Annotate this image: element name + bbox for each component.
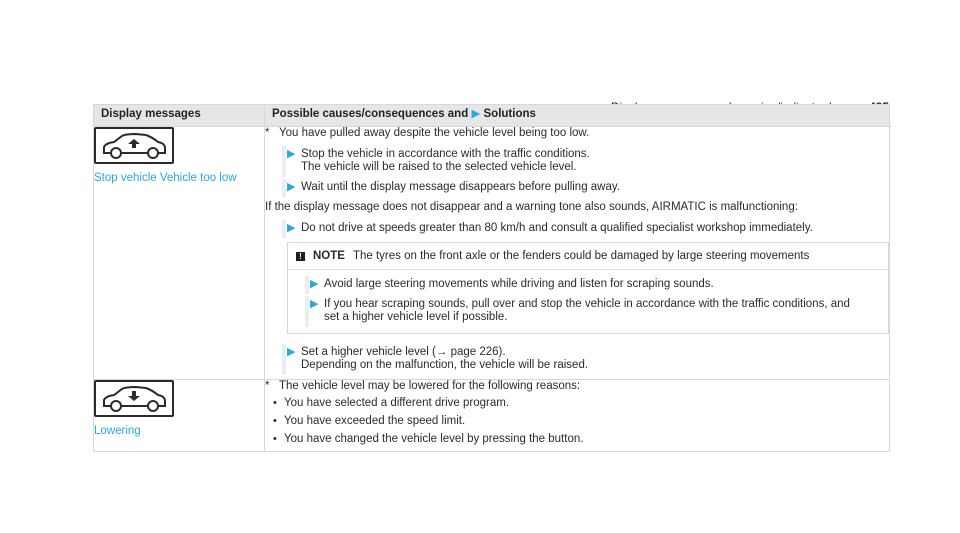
- causes-cell: [265, 127, 890, 380]
- note-box: [287, 242, 889, 334]
- display-cell: [94, 127, 265, 380]
- note-step: ▶ Avoid large steering movements while driving and listen for scraping sounds.: [310, 278, 714, 290]
- note-text: The tyres on the front axle or the fenders could be damaged by large steering movements: [352, 250, 810, 262]
- arrow-icon: ▶: [471, 108, 481, 120]
- causes-label: Possible causes/consequences and: [272, 108, 469, 120]
- note-step: ▶ If you hear scraping sounds, pull over and stop the vehicle in accordance with the traffic conditions, and set a higher vehicle level if possible.: [310, 298, 850, 323]
- arrow-icon: ▶: [310, 298, 324, 324]
- arrow-icon: ▶: [287, 181, 301, 194]
- reason-list: [265, 397, 889, 446]
- vehicle-raise-icon: [94, 127, 174, 164]
- solution-step: ▶ Stop the vehicle in accordance with the traffic conditions. The vehicle will be raised to the selected vehicle level.: [287, 148, 590, 173]
- table-row: [94, 380, 890, 452]
- message-name: Stop vehicle Vehicle too low: [94, 172, 237, 184]
- note-header: [288, 243, 888, 270]
- page-reference[interactable]: Set a higher vehicle level (→ page 226).: [301, 346, 506, 358]
- condition-text: If the display message does not disappear and a warning tone also sounds, AIRMATIC is malfunctioning:: [265, 201, 798, 213]
- table-header-row: [94, 105, 890, 127]
- list-item: • You have changed the vehicle level by pressing the button.: [273, 433, 584, 445]
- cause-item: * You have pulled away despite the vehicle level being too low.: [265, 127, 590, 139]
- solutions-label: Solutions: [483, 108, 536, 120]
- arrow-icon: ▶: [287, 148, 301, 174]
- solution-step: ▶ Do not drive at speeds greater than 80 km/h and consult a qualified specialist workshop immediately.: [287, 222, 813, 234]
- list-item: • You have exceeded the speed limit.: [273, 415, 466, 427]
- column-header-causes: [265, 105, 890, 127]
- column-header-display: Display messages: [94, 105, 265, 127]
- list-item: • You have selected a different drive program.: [273, 397, 510, 409]
- solution-step: ▶ Set a higher vehicle level (→ page 226). Depending on the malfunction, the vehicle will be raised.: [287, 346, 589, 371]
- note-label: NOTE: [313, 250, 345, 262]
- arrow-icon: ▶: [287, 346, 301, 372]
- cause-item: * The vehicle level may be lowered for the following reasons:: [265, 380, 581, 392]
- display-messages-table: [93, 104, 890, 452]
- display-cell: [94, 380, 265, 452]
- table-row: [94, 127, 890, 380]
- causes-cell: [265, 380, 890, 452]
- message-name: Lowering: [94, 425, 141, 437]
- vehicle-lower-icon: [94, 380, 174, 417]
- warning-icon: !: [296, 252, 305, 261]
- arrow-icon: ▶: [310, 278, 324, 291]
- solution-step: ▶ Wait until the display message disappears before pulling away.: [287, 181, 620, 193]
- arrow-icon: ▶: [287, 222, 301, 235]
